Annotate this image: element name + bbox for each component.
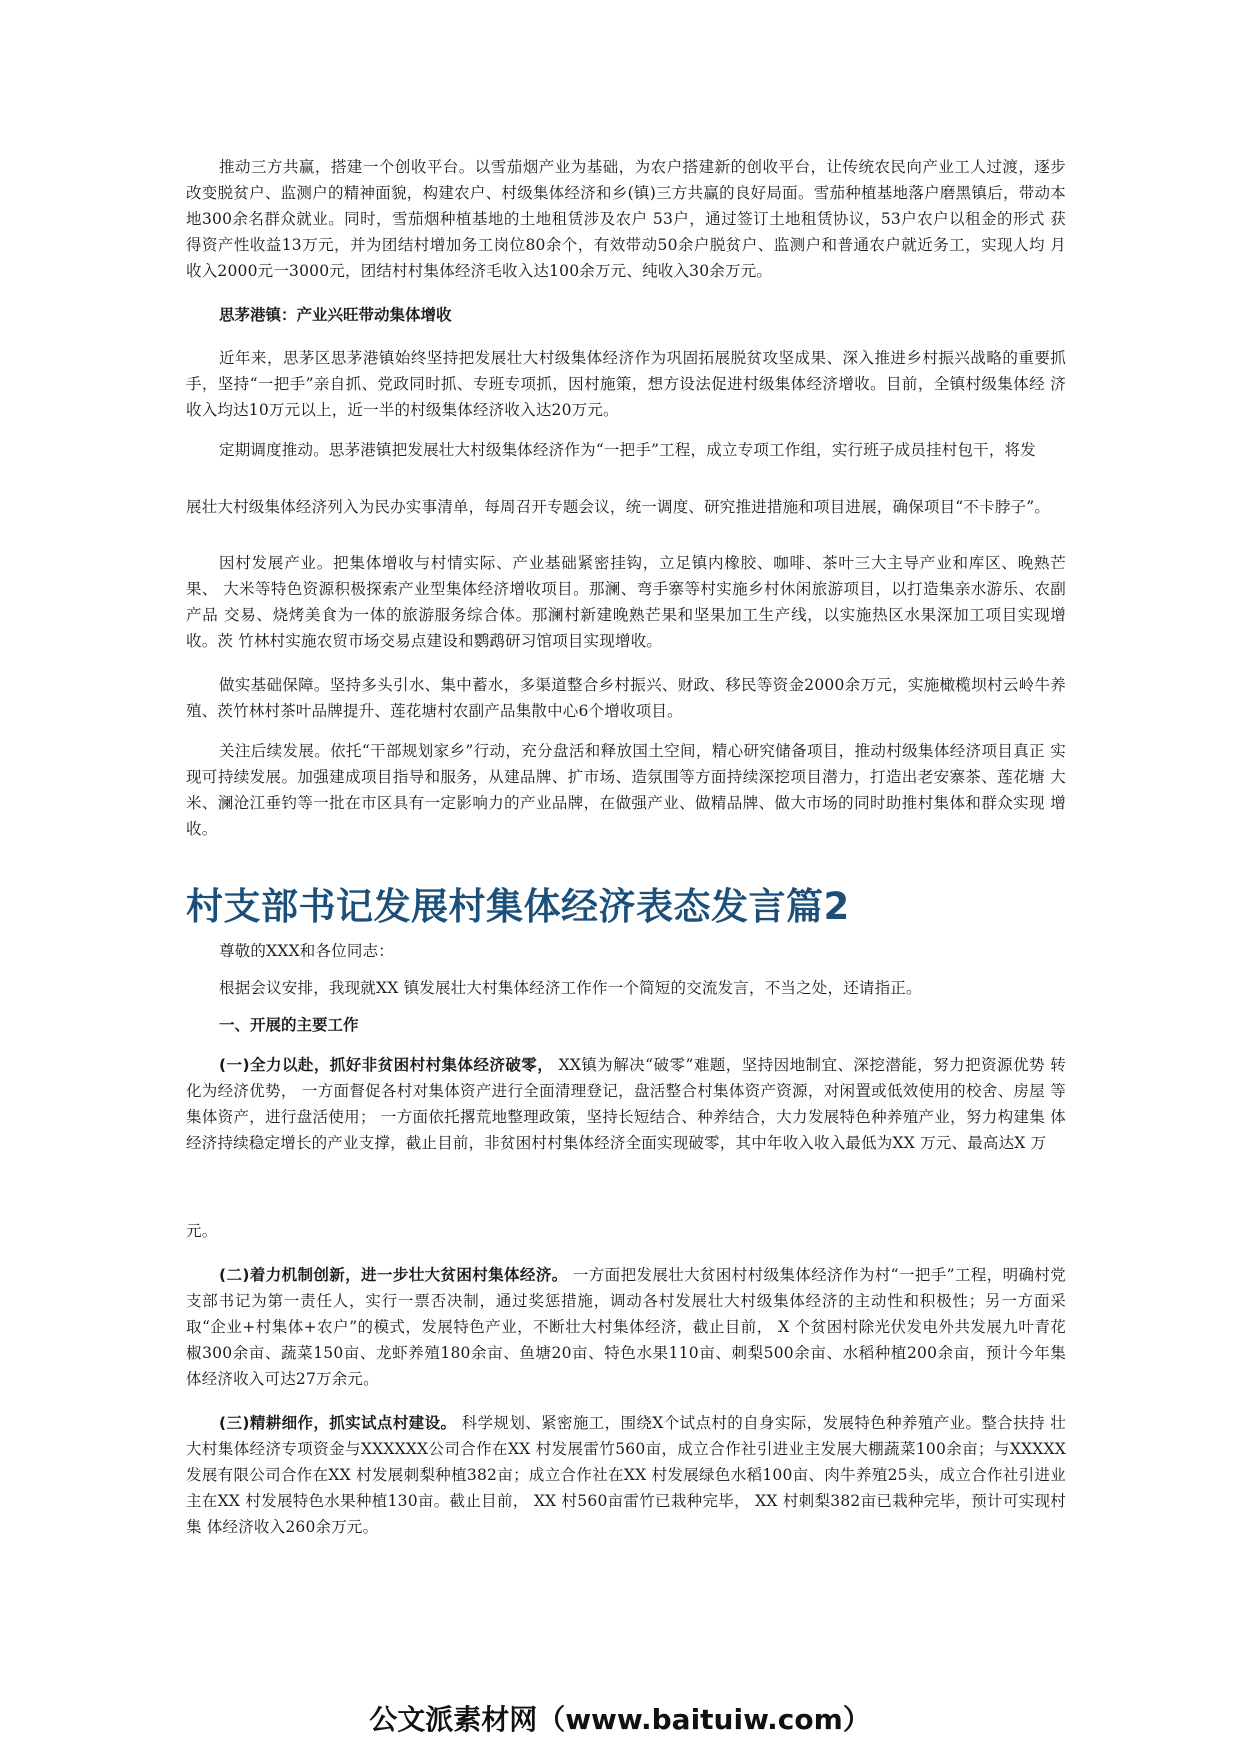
item2-body: 一方面把发展壮大贫困村村级集体经济作为村“一把手”工程，明确村党支部书记为第一责任人，实行一票否决制，通过奖惩措施，调动各村发展壮大村级集体经济的主动性和积极性；另一方面采取“企业+村集体+农户”的模式，发展特色产业，不断壮大村集体经济，截止目前， X 个贫困村除光伏发电外共发展九叶青花 椒300余亩、蔬菜150亩、龙虾养殖180余亩、鱼塘20亩、特色水果110亩、刺梨500余亩、水稻种植200余亩，预计今年集 体经济收入可达27万余元。 — [186, 1266, 1066, 1388]
item2-lead: (二)着力机制创新，进一步壮大贫困村集体经济。 — [219, 1266, 568, 1284]
paragraph-simaogang-intro: 近年来，思茅区思茅港镇始终坚持把发展壮大村级集体经济作为巩固拓展脱贫攻坚成果、深入推进乡村振兴战略的重要抓 手，坚持“一把手”亲自抓、党政同时抓、专班专项抓，因村施策，想方设法促进村级集体经济增收。目前，全镇村级集体经 济收入均达10万元以上，近一半的村级集体经济收入达20万元。 — [186, 349, 1066, 419]
greeting: 尊敬的XXX和各位同志： — [219, 942, 395, 960]
section-heading-simaogang: 思茅港镇：产业兴旺带动集体增收 — [219, 306, 452, 324]
paragraph-item2 — [186, 1262, 1066, 1392]
paragraph-basic-guarantee: 做实基础保障。坚持多头引水、集中蓄水，多渠道整合乡村振兴、财政、移民等资金2000余万元，实施橄榄坝村云岭牛养 殖、茨竹林村茶叶品牌提升、莲花塘村农副产品集散中心6个增收项目。 — [186, 676, 1066, 720]
item1-lead: (一)全力以赴，抓好非贫困村村集体经济破零， — [219, 1056, 554, 1074]
item3-body: 科学规划、紧密施工，围绕X个试点村的自身实际，发展特色种养殖产业。整合扶持 壮大村集体经济专项资金与XXXXXX公司合作在XX 村发展雷竹560亩，成立合作社引进业主发展大棚蔬菜100余亩；与XXXXX 发展有限公司合作在XX 村发展刺梨种植382亩；成立合作社在XX 村发展绿色水稻100亩、肉牛养殖25头，成立合作社引进业 主在XX 村发展特色水果种植130亩。截止目前， XX 村560亩雷竹已栽种完毕， XX 村刺梨382亩已栽种完毕，预计可实现村集 体经济收入260余万元。 — [186, 1414, 1066, 1536]
paragraph-sustainable-development: 关注后续发展。依托“干部规划家乡”行动，充分盘活和释放国土空间，精心研究储备项目，推动村级集体经济项目真正 实现可持续发展。加强建成项目指导和服务，从建品牌、扩市场、造氛围等方面持续深挖项目潜力，打造出老安寨茶、莲花塘 大米、澜沧江垂钓等一批在市区具有一定影响力的产业品牌，在做强产业、做精品牌、做大市场的同时助推村集体和群众实现 增收。 — [186, 742, 1066, 838]
item1-body: XX镇为解决“破零”难题，坚持因地制宜、深挖潜能，努力把资源优势 转化为经济优势， 一方面督促各村对集体资产进行全面清理登记，盘活整合村集体资产资源，对闲置或低效使用的校舍、房屋 等集体资产，进行盘活使用； 一方面依托撂荒地整理政策，坚持长短结合、种养结合，大力发展特色种养殖产业，努力构建集 体经济持续稳定增长的产业支撑，截止目前，非贫困村村集体经济全面实现破零，其中年收入收入最低为XX 万元、最高达X 万 — [186, 1056, 1066, 1152]
heading-main-work: 一、开展的主要工作 — [219, 1016, 359, 1034]
footer-watermark: 公文派素材网（www.baituiw.com） — [369, 1703, 871, 1736]
paragraph-industry-development: 因村发展产业。把集体增收与村情实际、产业基础紧密挂钩，立足镇内橡胶、咖啡、茶叶三大主导产业和库区、晚熟芒果、 大米等特色资源积极探索产业型集体经济增收项目。那澜、弯手寨等村实施乡村休闲旅游项目，以打造集亲水游乐、农副产品 交易、烧烤美食为一体的旅游服务综合体。那澜村新建晚熟芒果和坚果加工生产线，以实施热区水果深加工项目实现增收。茨 竹林村实施农贸市场交易点建设和鹦鹉研习馆项目实现增收。 — [186, 554, 1066, 650]
paragraph-scheduling-part2: 展壮大村级集体经济列入为民办实事清单，每周召开专题会议，统一调度、研究推进措施和项目进展，确保项目“不卡脖子”。 — [186, 498, 1051, 516]
item3-lead: (三)精耕细作，抓实试点村建设。 — [219, 1414, 457, 1432]
paragraph-item3 — [186, 1410, 1066, 1540]
paragraph-intro: 根据会议安排，我现就XX 镇发展壮大村集体经济工作作一个简短的交流发言，不当之处，还请指正。 — [219, 979, 922, 997]
paragraph-item1 — [186, 1052, 1066, 1156]
article-title: 村支部书记发展村集体经济表态发言篇2 — [186, 885, 850, 928]
paragraph-item1-tail: 元。 — [186, 1222, 218, 1240]
paragraph-cigar-industry: 推动三方共赢，搭建一个创收平台。以雪茄烟产业为基础，为农户搭建新的创收平台，让传统农民向产业工人过渡，逐步改变脱贫户、监测户的精神面貌，构建农户、村级集体经济和乡(镇)三方共赢的良好局面。雪茄种植基地落户磨黑镇后，带动本地300余名群众就业。同时，雪茄烟种植基地的土地租赁涉及农户 53户，通过签订土地租赁协议，53户农户以租金的形式 获得资产性收益13万元，并为团结村增加务工岗位80余个，有效带动50余户脱贫户、监测户和普通农户就近务工，实现人均 月收入2000元一3000元，团结村村集体经济毛收入达100余万元、纯收入30余万元。 — [186, 158, 1066, 280]
paragraph-scheduling-part1: 定期调度推动。思茅港镇把发展壮大村级集体经济作为“一把手”工程，成立专项工作组，实行班子成员挂村包干，将发 — [219, 441, 1036, 459]
